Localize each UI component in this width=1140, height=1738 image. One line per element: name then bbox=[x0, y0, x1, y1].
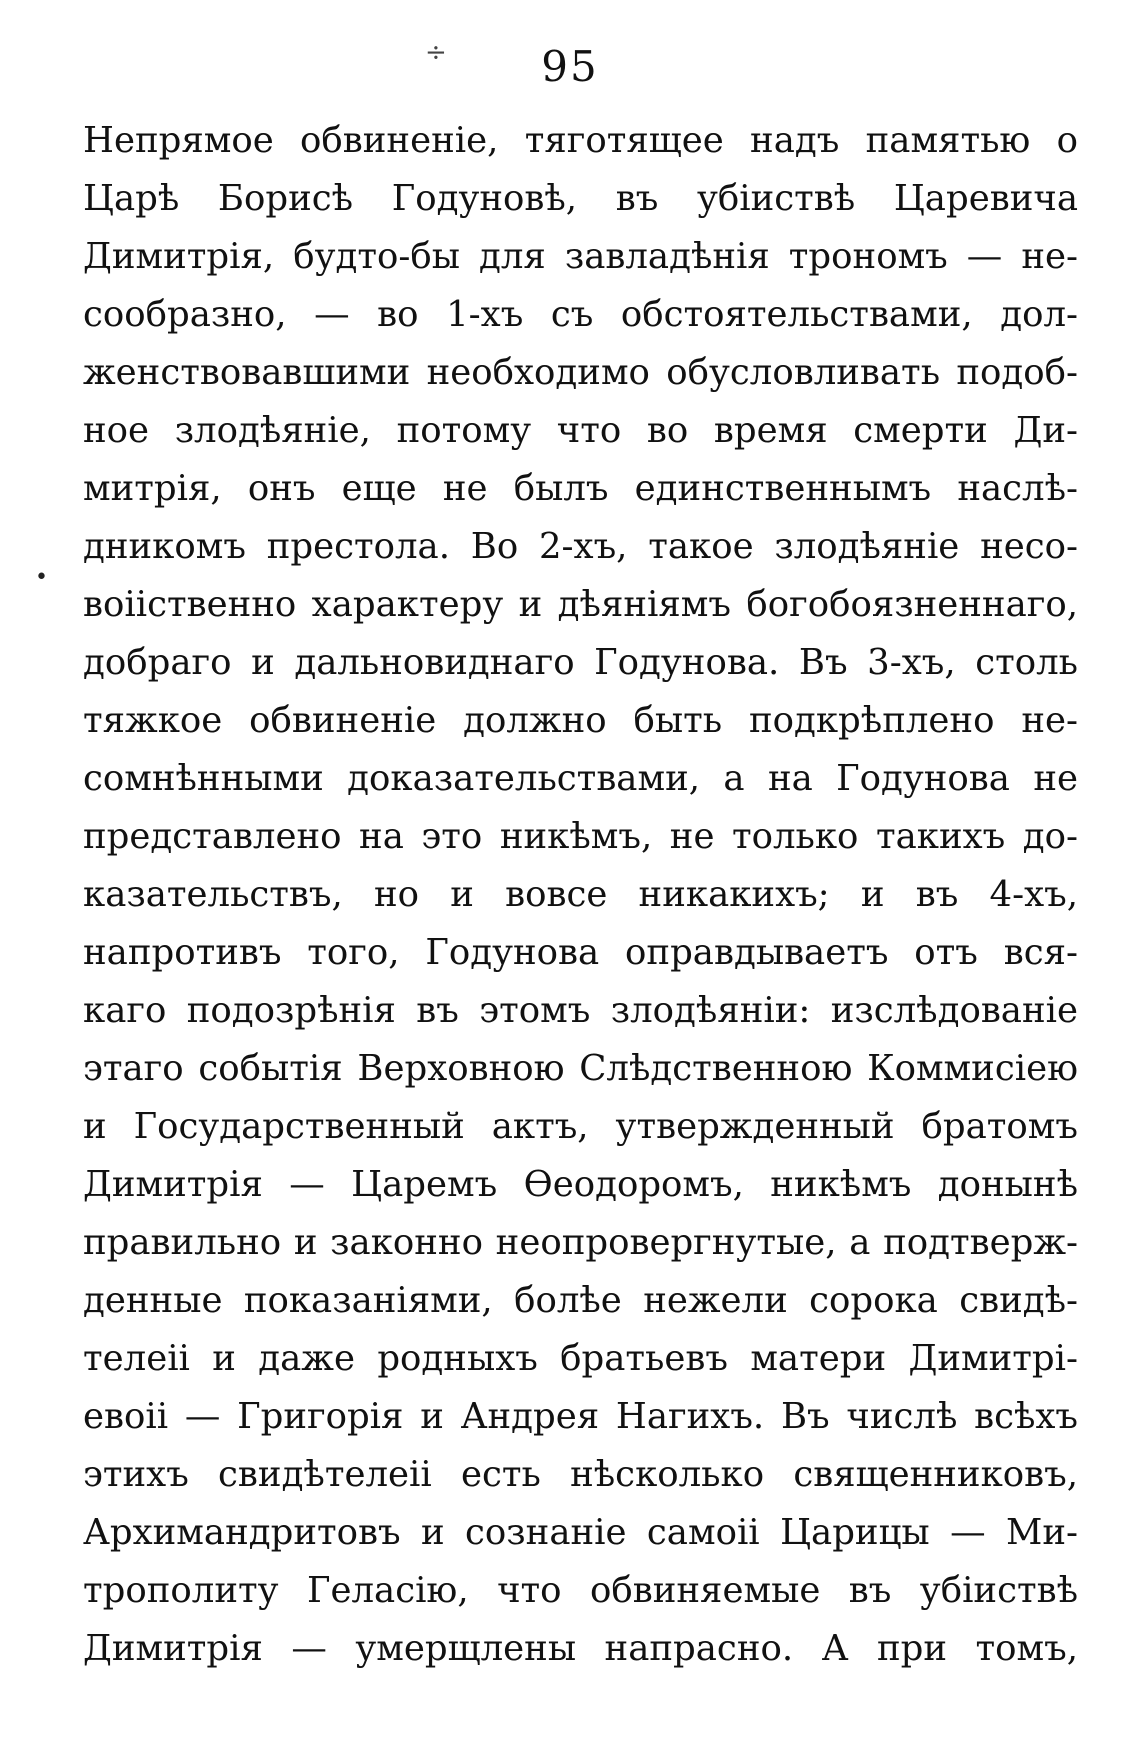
page-number: 95 bbox=[541, 42, 599, 91]
top-mark: ÷ bbox=[425, 38, 447, 68]
text-line: воііственно характеру и дѣяніямъ богобоязненнаго, bbox=[83, 584, 1078, 625]
text-line: Димитрія — умерщлены напрасно. А при томъ, bbox=[83, 1628, 1078, 1669]
text-line: женствовавшими необходимо обусловливать подоб- bbox=[83, 352, 1078, 393]
text-line: Непрямое обвиненіе, тяготящее надъ памятью о bbox=[83, 120, 1078, 161]
text-line: напротивъ того, Годунова оправдываетъ отъ вся- bbox=[83, 932, 1078, 973]
text-line: добраго и дальновиднаго Годунова. Въ 3-хъ, столь bbox=[83, 642, 1078, 683]
text-line: денные показаніями, болѣе нежели сорока свидѣ- bbox=[83, 1280, 1078, 1321]
text-line: Димитрія, будто-бы для завладѣнія трономъ — не- bbox=[83, 236, 1078, 277]
text-line: представлено на это никѣмъ, не только такихъ до- bbox=[83, 816, 1078, 857]
text-line: этаго событія Верховною Слѣдственною Коммисіею bbox=[83, 1048, 1078, 1089]
text-line: трополиту Геласію, что обвиняемые въ убіиствѣ bbox=[83, 1570, 1078, 1611]
text-line: сообразно, — во 1-хъ съ обстоятельствами, дол- bbox=[83, 294, 1078, 335]
text-line: каго подозрѣнія въ этомъ злодѣяніи: изслѣдованіе bbox=[83, 990, 1078, 1031]
text-line: правильно и законно неопровергнутые, а подтверж- bbox=[83, 1222, 1078, 1263]
text-line: тяжкое обвиненіе должно быть подкрѣплено не- bbox=[83, 700, 1078, 741]
text-line: митрія, онъ еще не былъ единственнымъ наслѣ- bbox=[83, 468, 1078, 509]
text-line: и Государственный актъ, утвержденный братомъ bbox=[83, 1106, 1078, 1147]
text-line: телеіі и даже родныхъ братьевъ матери Димитрі- bbox=[83, 1338, 1078, 1379]
text-line: евоіі — Григорія и Андрея Нагихъ. Въ числѣ всѣхъ bbox=[83, 1396, 1078, 1437]
text-line: дникомъ престола. Во 2-хъ, такое злодѣяніе несо- bbox=[83, 526, 1078, 567]
text-line: этихъ свидѣтелеіі есть нѣсколько священниковъ, bbox=[83, 1454, 1078, 1495]
text-line: ное злодѣяніе, потому что во время смерти Ди- bbox=[83, 410, 1078, 451]
text-line: Архимандритовъ и сознаніе самоіі Царицы — Ми- bbox=[83, 1512, 1078, 1553]
text-line: сомнѣнными доказательствами, а на Годунова не bbox=[83, 758, 1078, 799]
margin-mark: • bbox=[35, 565, 48, 590]
text-line: Димитрія — Царемъ Өеодоромъ, никѣмъ донынѣ bbox=[83, 1164, 1078, 1205]
text-line: Царѣ Борисѣ Годуновѣ, въ убіиствѣ Царевича bbox=[83, 178, 1078, 219]
body-text bbox=[83, 112, 1078, 1678]
text-line: казательствъ, но и вовсе никакихъ; и въ 4-хъ, bbox=[83, 874, 1078, 915]
